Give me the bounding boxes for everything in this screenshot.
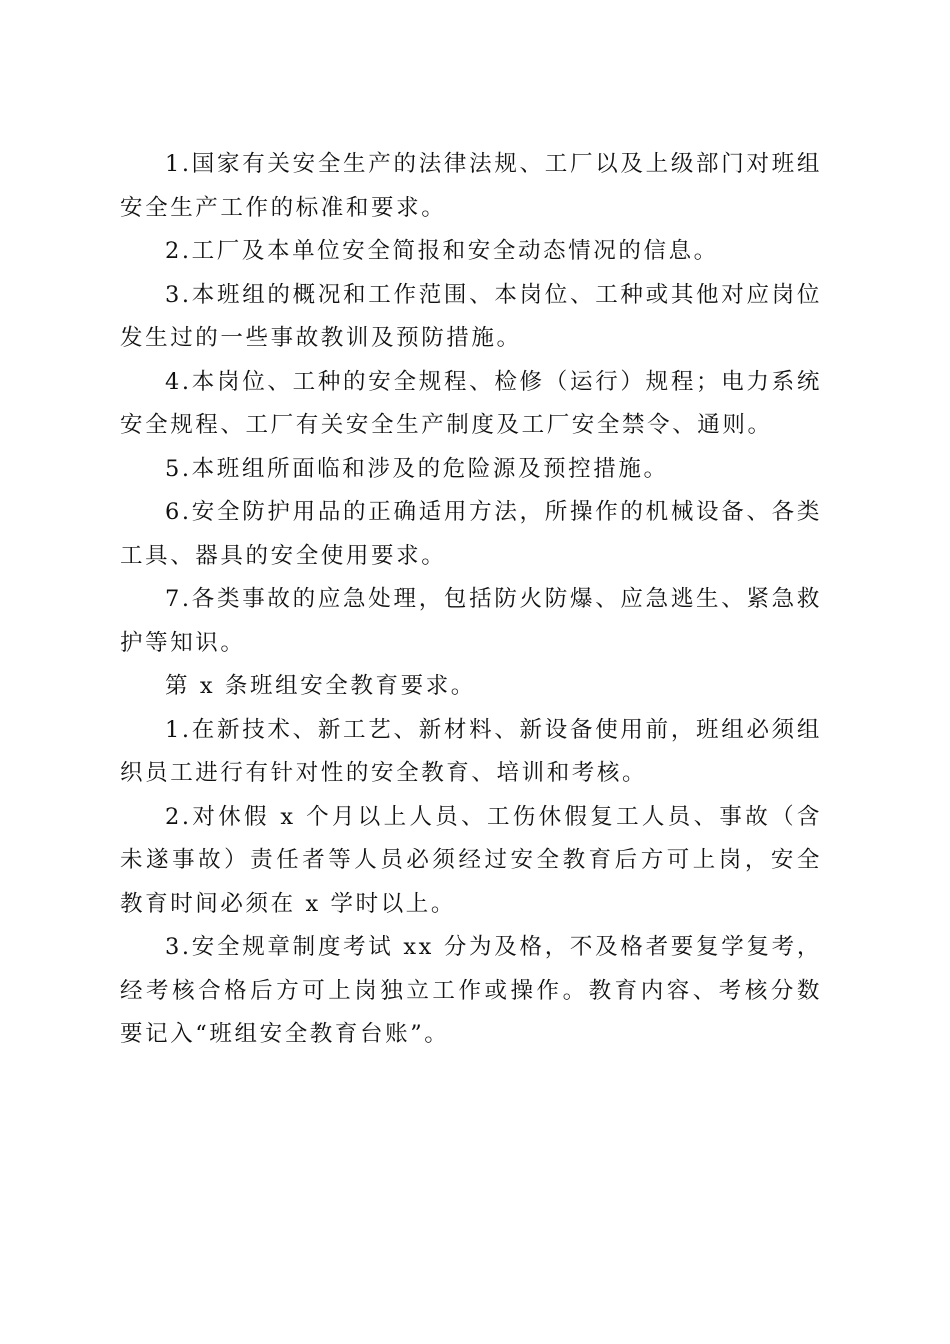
requirement-item-1-new-technology: 1.在新技术、新工艺、新材料、新设备使用前，班组必须组织员工进行有针对性的安全教育、培训和考核。 (120, 716, 822, 786)
list-item-4-safety-rules: 4.本岗位、工种的安全规程、检修（运行）规程；电力系统安全规程、工厂有关安全生产制度及工厂安全禁令、通则。 (120, 368, 822, 438)
list-item-5-hazard-sources: 5.本班组所面临和涉及的危险源及预控措施。 (165, 455, 669, 482)
list-item-1-laws-regulations: 1.国家有关安全生产的法律法规、工厂以及上级部门对班组安全生产工作的标准和要求。 (120, 151, 822, 221)
requirement-item-3-exam-passing: 3.安全规章制度考试 xx 分为及格，不及格者要复学复考，经考核合格后方可上岗独立工作或操作。教育内容、考核分数要记入“班组安全教育台账”。 (120, 934, 822, 1047)
list-item-6-protective-equipment: 6.安全防护用品的正确适用方法，所操作的机械设备、各类工具、器具的安全使用要求。 (120, 499, 822, 569)
document-body (120, 143, 822, 1057)
list-item-2-safety-bulletins: 2.工厂及本单位安全简报和安全动态情况的信息。 (165, 238, 719, 264)
requirement-item-2-returning-staff: 2.对休假 x 个月以上人员、工伤休假复工人员、事故（含未遂事故）责任者等人员必须经过安全教育后方可上岗，安全教育时间必须在 x 学时以上。 (120, 803, 822, 917)
section-heading-education-requirements: 第 x 条班组安全教育要求。 (165, 673, 476, 699)
list-item-3-team-overview: 3.本班组的概况和工作范围、本岗位、工种或其他对应岗位发生过的一些事故教训及预防措施。 (120, 281, 822, 351)
list-item-7-emergency-handling: 7.各类事故的应急处理，包括防火防爆、应急逃生、紧急救护等知识。 (120, 586, 822, 656)
